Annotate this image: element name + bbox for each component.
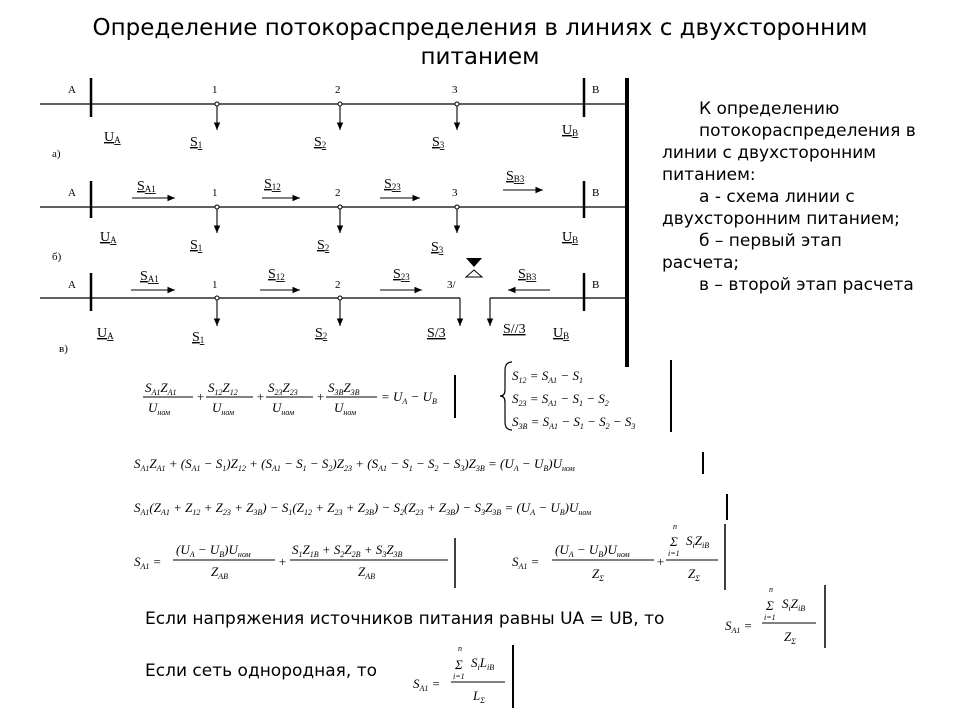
caption-line: К определению — [699, 99, 840, 119]
s3-label: S3 — [431, 240, 444, 255]
caption-line: двухсторонним питанием; — [662, 209, 900, 229]
eq1-term-3-den: $U_{ном}$ — [272, 400, 295, 417]
node-1-label: 1 — [212, 279, 218, 291]
s2-label: S2 — [317, 238, 330, 253]
equation-7 — [413, 644, 513, 708]
equation-3 — [134, 494, 727, 520]
node-2-label: 2 — [335, 84, 341, 96]
caption-line: а - схема линии с — [699, 187, 855, 207]
sigma-sign: Σ — [455, 657, 463, 672]
eq4-frac1-den: $Z_{AB}$ — [211, 564, 229, 581]
node-a-label: А — [68, 187, 76, 199]
ua-label: UA — [100, 230, 117, 245]
eq1-rhs: = $U_A - U_B$ — [381, 389, 437, 406]
s23-label: S23 — [384, 177, 401, 192]
sb3-label: SB3 — [518, 267, 537, 282]
ua-label: UA — [104, 130, 121, 145]
caption-line: потокораспределения в — [699, 121, 916, 141]
sys-line-3: $S_{3B} = S_{A1} - S_1 - S_2 - S_3$ — [512, 414, 636, 431]
caption-line: питанием: — [662, 165, 756, 185]
title-line-1: Определение потокораспределения в линиях с двухсторонним — [92, 15, 868, 41]
s12-label: S12 — [264, 177, 281, 192]
node-1-label: 1 — [212, 187, 218, 199]
s23-label: S23 — [393, 267, 410, 282]
s3-double-prime-label: S//3 — [503, 322, 526, 337]
diagram-b — [40, 169, 627, 263]
diagram-v-label: в) — [59, 343, 68, 355]
plus-sign: + — [316, 389, 325, 404]
sigma-upper: n — [458, 644, 462, 653]
node-b-label: В — [592, 84, 600, 96]
sigma-upper: n — [769, 585, 773, 594]
eq1-term-1-num: $S_{A1}Z_{A1}$ — [145, 380, 177, 397]
caption-line: б – первый этап — [699, 231, 842, 251]
plus-sign: + — [256, 389, 265, 404]
eq1-term-3-num: $S_{23}Z_{23}$ — [268, 380, 298, 397]
s3-label: S3 — [432, 135, 445, 150]
eq7-num: $S_iL_{iB}$ — [471, 655, 495, 672]
split-node-icon — [466, 258, 482, 267]
ub-label: UB — [562, 230, 579, 245]
caption-line: линии с двухсторонним — [662, 143, 877, 163]
node-3-label: 3 — [452, 187, 458, 199]
eq1-term-4-den: $U_{ном}$ — [334, 400, 357, 417]
node-1-label: 1 — [212, 84, 218, 96]
eq3-text: $S_{A1}(Z_{A1} + Z_{12} + Z_{23} + Z_{3B}) - S_1(Z_{12} + Z_{23} + Z_{3B}) - S_2(Z_{23} + Z_{3B}) - S_3Z_{3B} = (U_A - U_B)U_{ном}$ — [134, 500, 592, 517]
equation-1 — [143, 375, 455, 418]
s1-label: S1 — [190, 135, 203, 150]
equation-system — [500, 360, 671, 432]
sigma-upper: n — [673, 522, 677, 531]
eq1-term-4-num: $S_{3B}Z_{3B}$ — [328, 380, 360, 397]
diagram-v — [40, 258, 627, 355]
s3-prime-label: S/3 — [427, 326, 446, 341]
eq5-frac2-num: $S_iZ_{iB}$ — [686, 533, 710, 550]
eq1-term-2-num: $S_{12}Z_{12}$ — [208, 380, 238, 397]
sigma-lower: i=1 — [764, 613, 776, 622]
eq5-frac1-num: $(U_A - U_B)U_{ном}$ — [555, 542, 630, 559]
eq1-term-1-den: $U_{ном}$ — [148, 400, 171, 417]
s2-label: S2 — [315, 326, 328, 341]
eq2-text: $S_{A1}Z_{A1} + (S_{A1} - S_1)Z_{12} + (S_{A1} - S_1 - S_2)Z_{23} + (S_{A1} - S_1 - S_2 - S_3)Z_{3B} = (U_A - U_B)U_{ном}$ — [134, 456, 575, 473]
sa1-label: SA1 — [137, 179, 156, 194]
node-b-label: В — [592, 187, 600, 199]
eq7-den: $L_\Sigma$ — [473, 688, 485, 705]
node-a-label: А — [68, 279, 76, 291]
sigma-sign: Σ — [670, 534, 678, 549]
ub-label: UB — [562, 123, 579, 138]
eq4-frac2-den: $Z_{AB}$ — [358, 564, 376, 581]
ub-label: UB — [553, 326, 570, 341]
diagram-b-label: б) — [52, 251, 62, 263]
eq1-term-2-den: $U_{ном}$ — [212, 400, 235, 417]
eq6-den: $Z_\Sigma$ — [784, 629, 796, 646]
eq6-num: $S_iZ_{iB}$ — [782, 596, 806, 613]
split-node-icon — [466, 270, 482, 277]
sb3-label: SB3 — [506, 169, 525, 184]
sys-line-1: $S_{12} = S_{A1} - S_1$ — [512, 368, 583, 385]
node-2-label: 2 — [335, 279, 341, 291]
eq5-frac1-den: $Z_\Sigma$ — [592, 566, 604, 583]
equal-voltage-note: Если напряжения источников питания равны UA = UB, то — [145, 609, 665, 629]
eq7-lhs: $S_{A1}$ = — [413, 676, 441, 693]
diagram-a — [40, 78, 627, 160]
eq4-lhs: $S_{A1}$ = — [134, 554, 162, 571]
sys-line-2: $S_{23} = S_{A1} - S_1 - S_2$ — [512, 391, 609, 408]
s1-label: S1 — [190, 238, 203, 253]
s12-label: S12 — [268, 267, 285, 282]
node-a-label: А — [68, 84, 76, 96]
equation-4 — [134, 538, 455, 588]
node-3-split-label: 3/ — [447, 279, 456, 291]
eq4-frac2-num: $S_1Z_{1B} + S_2Z_{2B} + S_3Z_{3B}$ — [292, 542, 403, 559]
s2-label: S2 — [314, 135, 327, 150]
node-b-label: В — [592, 279, 600, 291]
plus-sign: + — [196, 389, 205, 404]
eq5-frac2-den: $Z_\Sigma$ — [688, 566, 700, 583]
sigma-sign: Σ — [766, 598, 774, 613]
title-line-2: питанием — [420, 44, 540, 70]
sigma-lower: i=1 — [453, 672, 465, 681]
caption-line: в – второй этап расчета — [699, 275, 914, 295]
s1-label: S1 — [192, 330, 205, 345]
homogeneous-network-note: Если сеть однородная, то — [145, 661, 378, 681]
diagram-a-label: а) — [52, 148, 61, 160]
eq4-frac1-num: $(U_A - U_B)U_{ном}$ — [176, 542, 251, 559]
ua-label: UA — [97, 326, 114, 341]
eq5-lhs: $S_{A1}$ = — [512, 554, 540, 571]
equation-5 — [512, 522, 725, 590]
system-brace — [500, 362, 512, 430]
node-3-label: 3 — [452, 84, 458, 96]
caption-line: расчета; — [662, 253, 740, 273]
sa1-label: SA1 — [140, 269, 159, 284]
equation-2 — [134, 452, 703, 474]
equation-6 — [725, 585, 825, 648]
node-2-label: 2 — [335, 187, 341, 199]
eq6-lhs: $S_{A1}$ = — [725, 618, 753, 635]
plus-sign: + — [278, 554, 287, 569]
plus-sign: + — [656, 554, 665, 569]
sigma-lower: i=1 — [668, 549, 680, 558]
